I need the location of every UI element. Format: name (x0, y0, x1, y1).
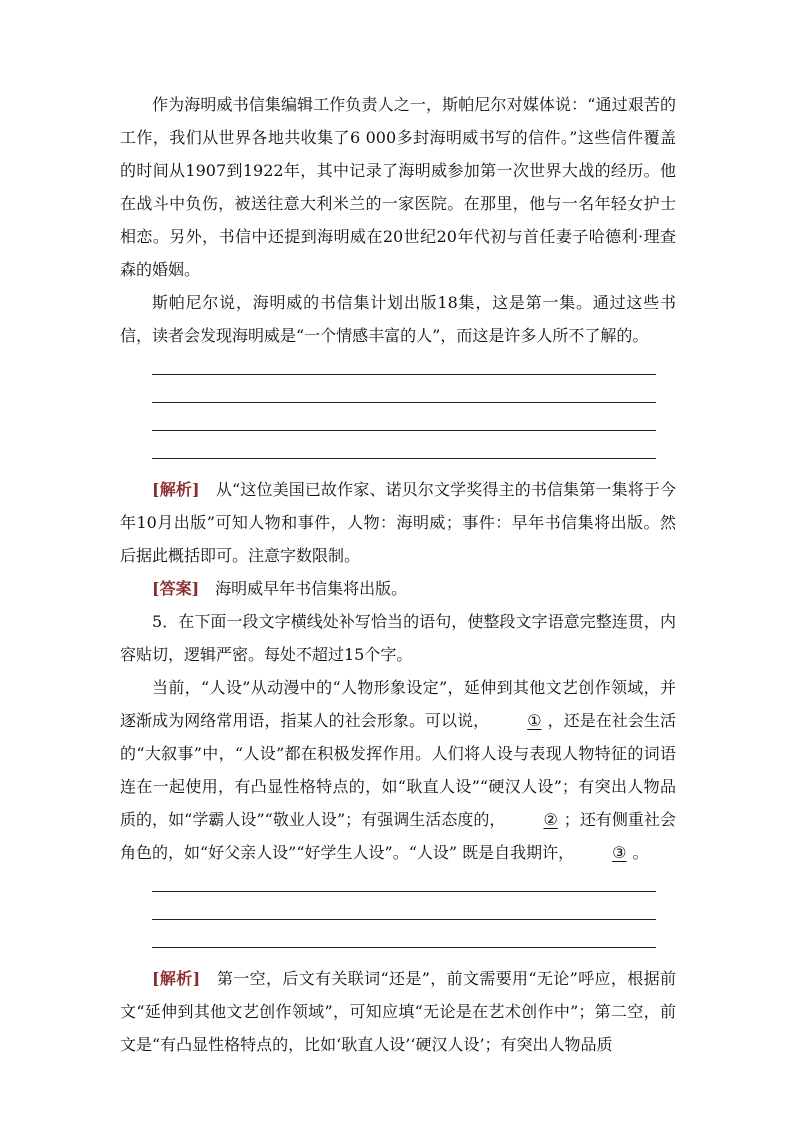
answer-line (152, 402, 656, 403)
passage-segment: ；还有侧重社会角色的，如“好父亲人设”“好学生人设”。“人设” 既是自我期许， (120, 810, 676, 862)
answer-line (152, 374, 656, 375)
answer-line (152, 947, 656, 948)
analysis-tag: [解析] (152, 480, 200, 499)
analysis-text: 从“这位美国已故作家、诺贝尔文学奖得主的书信集第一集将于今年10月出版”可知人物和事件，人物：海明威；事件：早年书信集将出版。然后据此概括即可。注意字数限制。 (120, 480, 676, 565)
passage-segment: ，还是在社会生活的“大叙事”中，“人设”都在积极发挥作用。人们将人设与表现人物特征的词语连在一起使用，有凸显性格特点的，如“耿直人设”“硬汉人设”；有突出人物品质的，如“学霸人设”“敬业人设”；有强调生活态度的， (120, 711, 676, 829)
answer-line (152, 430, 656, 431)
blank-1: ① (527, 711, 542, 730)
question-5-passage (120, 671, 676, 869)
passage-segment: 当前，“人设”从动漫中的“人物形象设定”，延伸到其他文艺创作领域，并逐渐成为网络常用语，指某人的社会形象。可以说， (120, 678, 676, 730)
document-content (120, 88, 676, 1061)
analysis-tag: [解析] (152, 969, 201, 988)
answer-text: 海明威早年书信集将出版。 (215, 579, 408, 598)
analysis-text: 第一空，后文有关联词“还是”，前文需要用“无论”呼应，根据前文“延伸到其他文艺创作领域”，可知应填“无论是在艺术创作中”；第二空，前文是“有凸显性格特点的，比如‘耿直人设’‘硬汉人设’；有突出人物品质 (120, 969, 676, 1054)
answer-tag: [答案] (152, 579, 200, 598)
answer-line (152, 919, 656, 920)
answer-1 (120, 572, 676, 605)
blank-3: ③ (612, 843, 627, 862)
answer-line (152, 458, 656, 459)
answer-line (152, 891, 656, 892)
blank-2: ② (543, 810, 558, 829)
answer-lines-2 (120, 869, 676, 948)
answer-lines-1 (120, 352, 676, 459)
question-5-prompt: 5．在下面一段文字横线处补写恰当的语句，使整段文字语意完整连贯，内容贴切，逻辑严密。每处不超过15个字。 (120, 612, 676, 664)
analysis-2 (120, 962, 676, 1061)
passage-segment: 。 (632, 843, 649, 862)
analysis-1 (120, 473, 676, 572)
passage-paragraph-1: 作为海明威书信集编辑工作负责人之一，斯帕尼尔对媒体说：“通过艰苦的工作，我们从世界各地共收集了6 000多封海明威书写的信件。”这些信件覆盖的时间从1907到1922年，其中记录了海明威参加第一次世界大战的经历。他在战斗中负伤，被送往意大利米兰的一家医院。在那里，他与一名年轻女护士相恋。另外，书信中还提到海明威在20世纪20年代初与首任妻子哈德利·理查森的婚姻。 (120, 95, 676, 279)
passage-paragraph-2: 斯帕尼尔说，海明威的书信集计划出版18集，这是第一集。通过这些书信，读者会发现海明威是“一个情感丰富的人”，而这是许多人所不了解的。 (120, 293, 676, 345)
